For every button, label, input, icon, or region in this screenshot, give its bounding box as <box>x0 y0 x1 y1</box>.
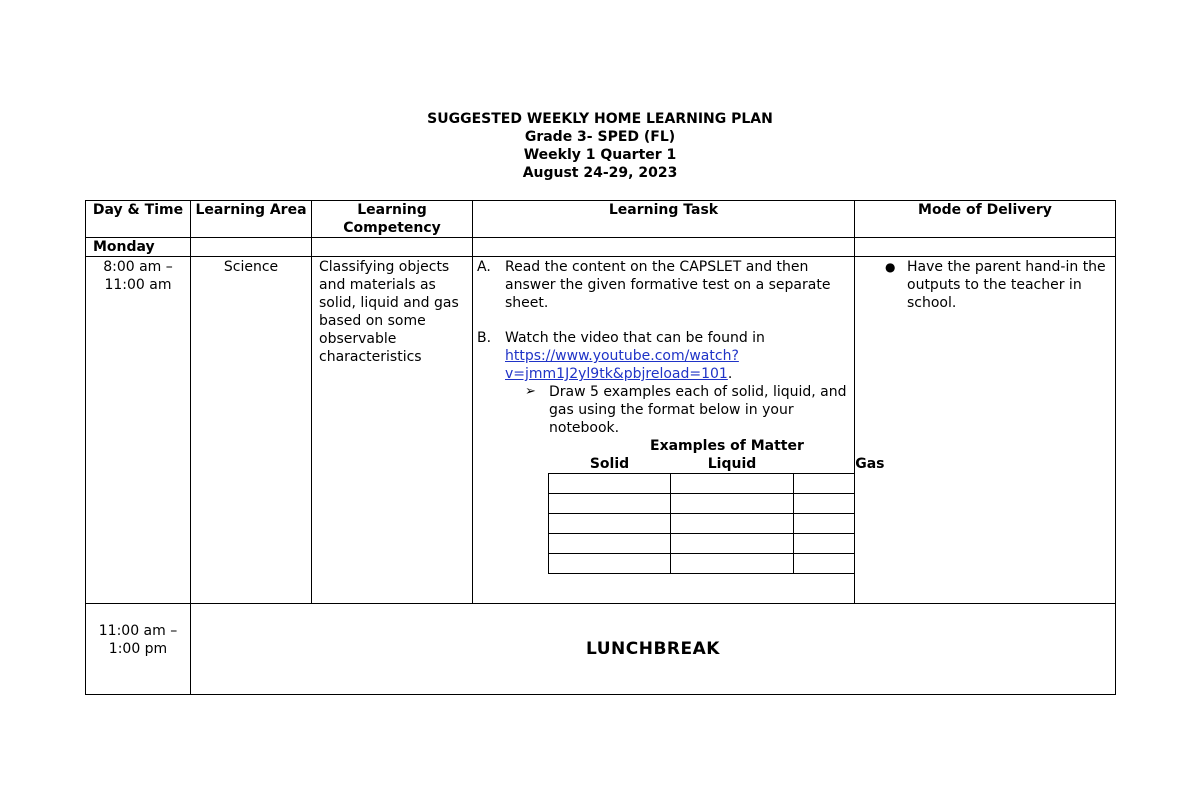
task-item-a <box>477 258 835 312</box>
task-item-b <box>477 329 835 383</box>
empty-cell <box>191 238 312 257</box>
mode-list <box>855 258 1107 312</box>
matter-header-solid: Solid <box>549 455 671 474</box>
matter-cell <box>794 474 855 494</box>
task-text: Read the content on the CAPSLET and then answer the given formative test on a separate sheet. <box>505 259 831 311</box>
header-learning-task: Learning Task <box>473 201 855 238</box>
document-title: SUGGESTED WEEKLY HOME LEARNING PLAN <box>427 111 773 127</box>
matter-cell <box>794 514 855 534</box>
empty-cell <box>855 238 1116 257</box>
time-cell: 8:00 am – 11:00 am <box>86 257 191 604</box>
task-period: . <box>727 366 733 382</box>
learning-area-cell: Science <box>191 257 312 604</box>
bullet-icon: ● <box>885 260 896 274</box>
matter-cell <box>549 514 671 534</box>
table-header-row <box>86 201 1116 238</box>
empty-cell <box>312 238 473 257</box>
task-letter: A. <box>477 259 491 275</box>
mode-of-delivery-cell <box>855 257 1116 604</box>
lunchbreak-label: LUNCHBREAK <box>191 604 1116 695</box>
grade-label: Grade 3- SPED (FL) <box>524 129 676 145</box>
header-learning-competency: Learning Competency <box>312 201 473 238</box>
table-row <box>86 257 1116 604</box>
matter-row <box>549 554 855 574</box>
matter-cell <box>794 494 855 514</box>
day-row <box>86 238 1116 257</box>
matter-cell <box>794 534 855 554</box>
matter-cell <box>671 494 794 514</box>
matter-cell <box>549 554 671 574</box>
matter-cell <box>794 554 855 574</box>
matter-header-gas: Gas <box>794 455 855 474</box>
matter-table <box>548 455 885 574</box>
task-text: Watch the video that can be found in <box>505 330 765 346</box>
matter-row <box>549 514 855 534</box>
matter-cell <box>671 534 794 554</box>
matter-cell <box>549 494 671 514</box>
matter-table-caption: Examples of Matter <box>650 438 804 454</box>
matter-cell <box>671 554 794 574</box>
header-day-time: Day & Time <box>86 201 191 238</box>
lunch-row <box>86 604 1116 695</box>
day-label: Monday <box>86 238 191 257</box>
matter-cell <box>549 474 671 494</box>
list-item <box>885 258 1107 312</box>
subtask-text: Draw 5 examples each of solid, liquid, and gas using the format below in your notebook. <box>549 384 847 436</box>
matter-cell <box>671 474 794 494</box>
header-mode-of-delivery: Mode of Delivery <box>855 201 1116 238</box>
matter-cell <box>671 514 794 534</box>
task-letter: B. <box>477 330 492 346</box>
video-link[interactable]: https://www.youtube.com/watch?v=jmm1J2yl9tk&pbjreload=101 <box>505 348 739 382</box>
matter-header-liquid: Liquid <box>671 455 794 474</box>
time-cell: 11:00 am – 1:00 pm <box>86 604 191 695</box>
learning-task-cell <box>473 257 885 604</box>
mode-text: Have the parent hand-in the outputs to the teacher in school. <box>907 259 1106 311</box>
matter-cell <box>549 534 671 554</box>
matter-row <box>549 534 855 554</box>
date-range: August 24-29, 2023 <box>522 165 678 181</box>
matter-row <box>549 494 855 514</box>
header-learning-area: Learning Area <box>191 201 312 238</box>
arrow-bullet-icon: ➢ <box>525 384 536 399</box>
matter-row <box>549 474 855 494</box>
week-label: Weekly 1 Quarter 1 <box>523 147 677 163</box>
document-header <box>0 110 1200 182</box>
learning-plan-table <box>85 200 1116 695</box>
matter-header-row <box>549 455 855 474</box>
learning-competency-cell: Classifying objects and materials as solid, liquid and gas based on some observable characteristics <box>312 257 473 604</box>
empty-cell <box>473 238 855 257</box>
subtask-item <box>525 383 849 437</box>
